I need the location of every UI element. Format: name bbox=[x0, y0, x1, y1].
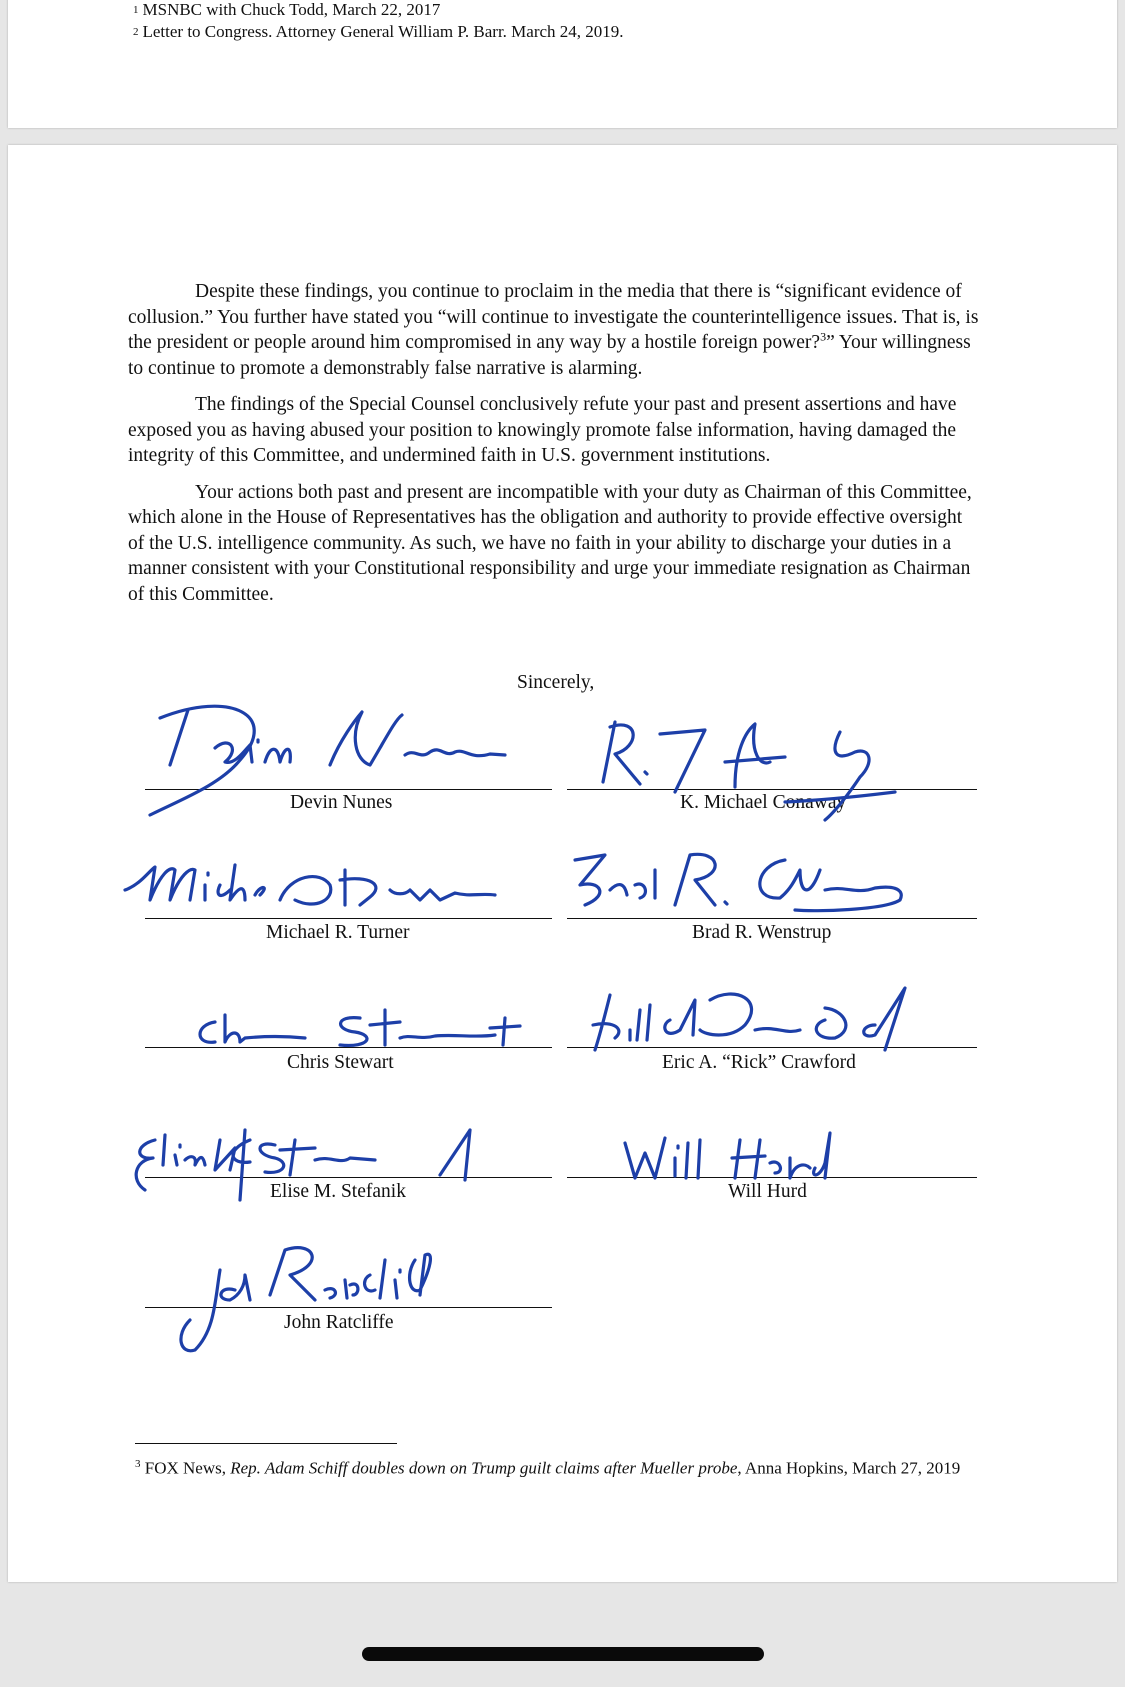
home-indicator[interactable] bbox=[362, 1647, 764, 1661]
signatory-name: Brad R. Wenstrup bbox=[692, 922, 832, 943]
signature-elise-stefanik bbox=[125, 1120, 485, 1210]
signature-brad-wenstrup bbox=[555, 840, 945, 940]
paragraph-1: Despite these findings, you continue to proclaim in the media that there is “significant evidence of collusion.” You further have stated you “will continue to investigate the counterintelligence issues. That is, is the president or people around him compromised in any way by a hostile foreign power?$^3$” Your willingness to continue to promote a demonstrably false narrative is alarming. bbox=[128, 281, 979, 379]
footnote-1: $^1$ MSNBC with Chuck Todd, March 22, 2017 bbox=[133, 0, 441, 19]
signature-devin-nunes bbox=[140, 690, 540, 830]
closing: Sincerely, bbox=[517, 672, 595, 693]
signature-k-michael-conaway bbox=[585, 712, 915, 832]
signature-michael-turner bbox=[120, 845, 540, 935]
signatory-name: Will Hurd bbox=[728, 1181, 807, 1202]
signatory-name: John Ratcliffe bbox=[284, 1312, 394, 1333]
signatory-name: Michael R. Turner bbox=[266, 922, 410, 943]
signatory-name: Chris Stewart bbox=[287, 1052, 394, 1073]
paragraph-3: Your actions both past and present are incompatible with your duty as Chairman of this Committee, which alone in the House of Representatives has the obligation and authority to provide effective oversight of the U.S. intelligence community. As such, we have no faith in your ability to discharge your duties in a manner consistent with your Constitutional responsibility and urge your immediate resignation as Chairman of this Committee. bbox=[128, 481, 972, 605]
footnote-3: $^3$ FOX News, Rep. Adam Schiff doubles down on Trump guilt claims after Mueller probe, Anna Hopkins, March 27, 2019 bbox=[135, 1458, 961, 1478]
signature-eric-crawford bbox=[585, 980, 915, 1060]
letter-body bbox=[128, 279, 980, 618]
paragraph-2: The findings of the Special Counsel conclusively refute your past and present assertions and have exposed you as having abused your position to knowingly promote false information, having damaged the integrity of this Committee, and undermined faith in U.S. government institutions. bbox=[128, 394, 957, 466]
signature-will-hurd bbox=[620, 1128, 840, 1188]
signatory-name: K. Michael Conaway bbox=[680, 792, 847, 813]
footnote-rule bbox=[135, 1443, 397, 1444]
signatory-name: Devin Nunes bbox=[290, 792, 393, 813]
signatory-name: Eric A. “Rick” Crawford bbox=[662, 1052, 856, 1073]
footnote-ref-3: 3 bbox=[820, 329, 827, 344]
document-page-1 bbox=[8, 0, 1117, 128]
signatory-name: Elise M. Stefanik bbox=[270, 1181, 406, 1202]
signature-chris-stewart bbox=[185, 1000, 555, 1060]
signature-john-ratcliffe bbox=[175, 1240, 455, 1355]
footnote-2: $^2$ Letter to Congress. Attorney General William P. Barr. March 24, 2019. bbox=[133, 22, 624, 41]
